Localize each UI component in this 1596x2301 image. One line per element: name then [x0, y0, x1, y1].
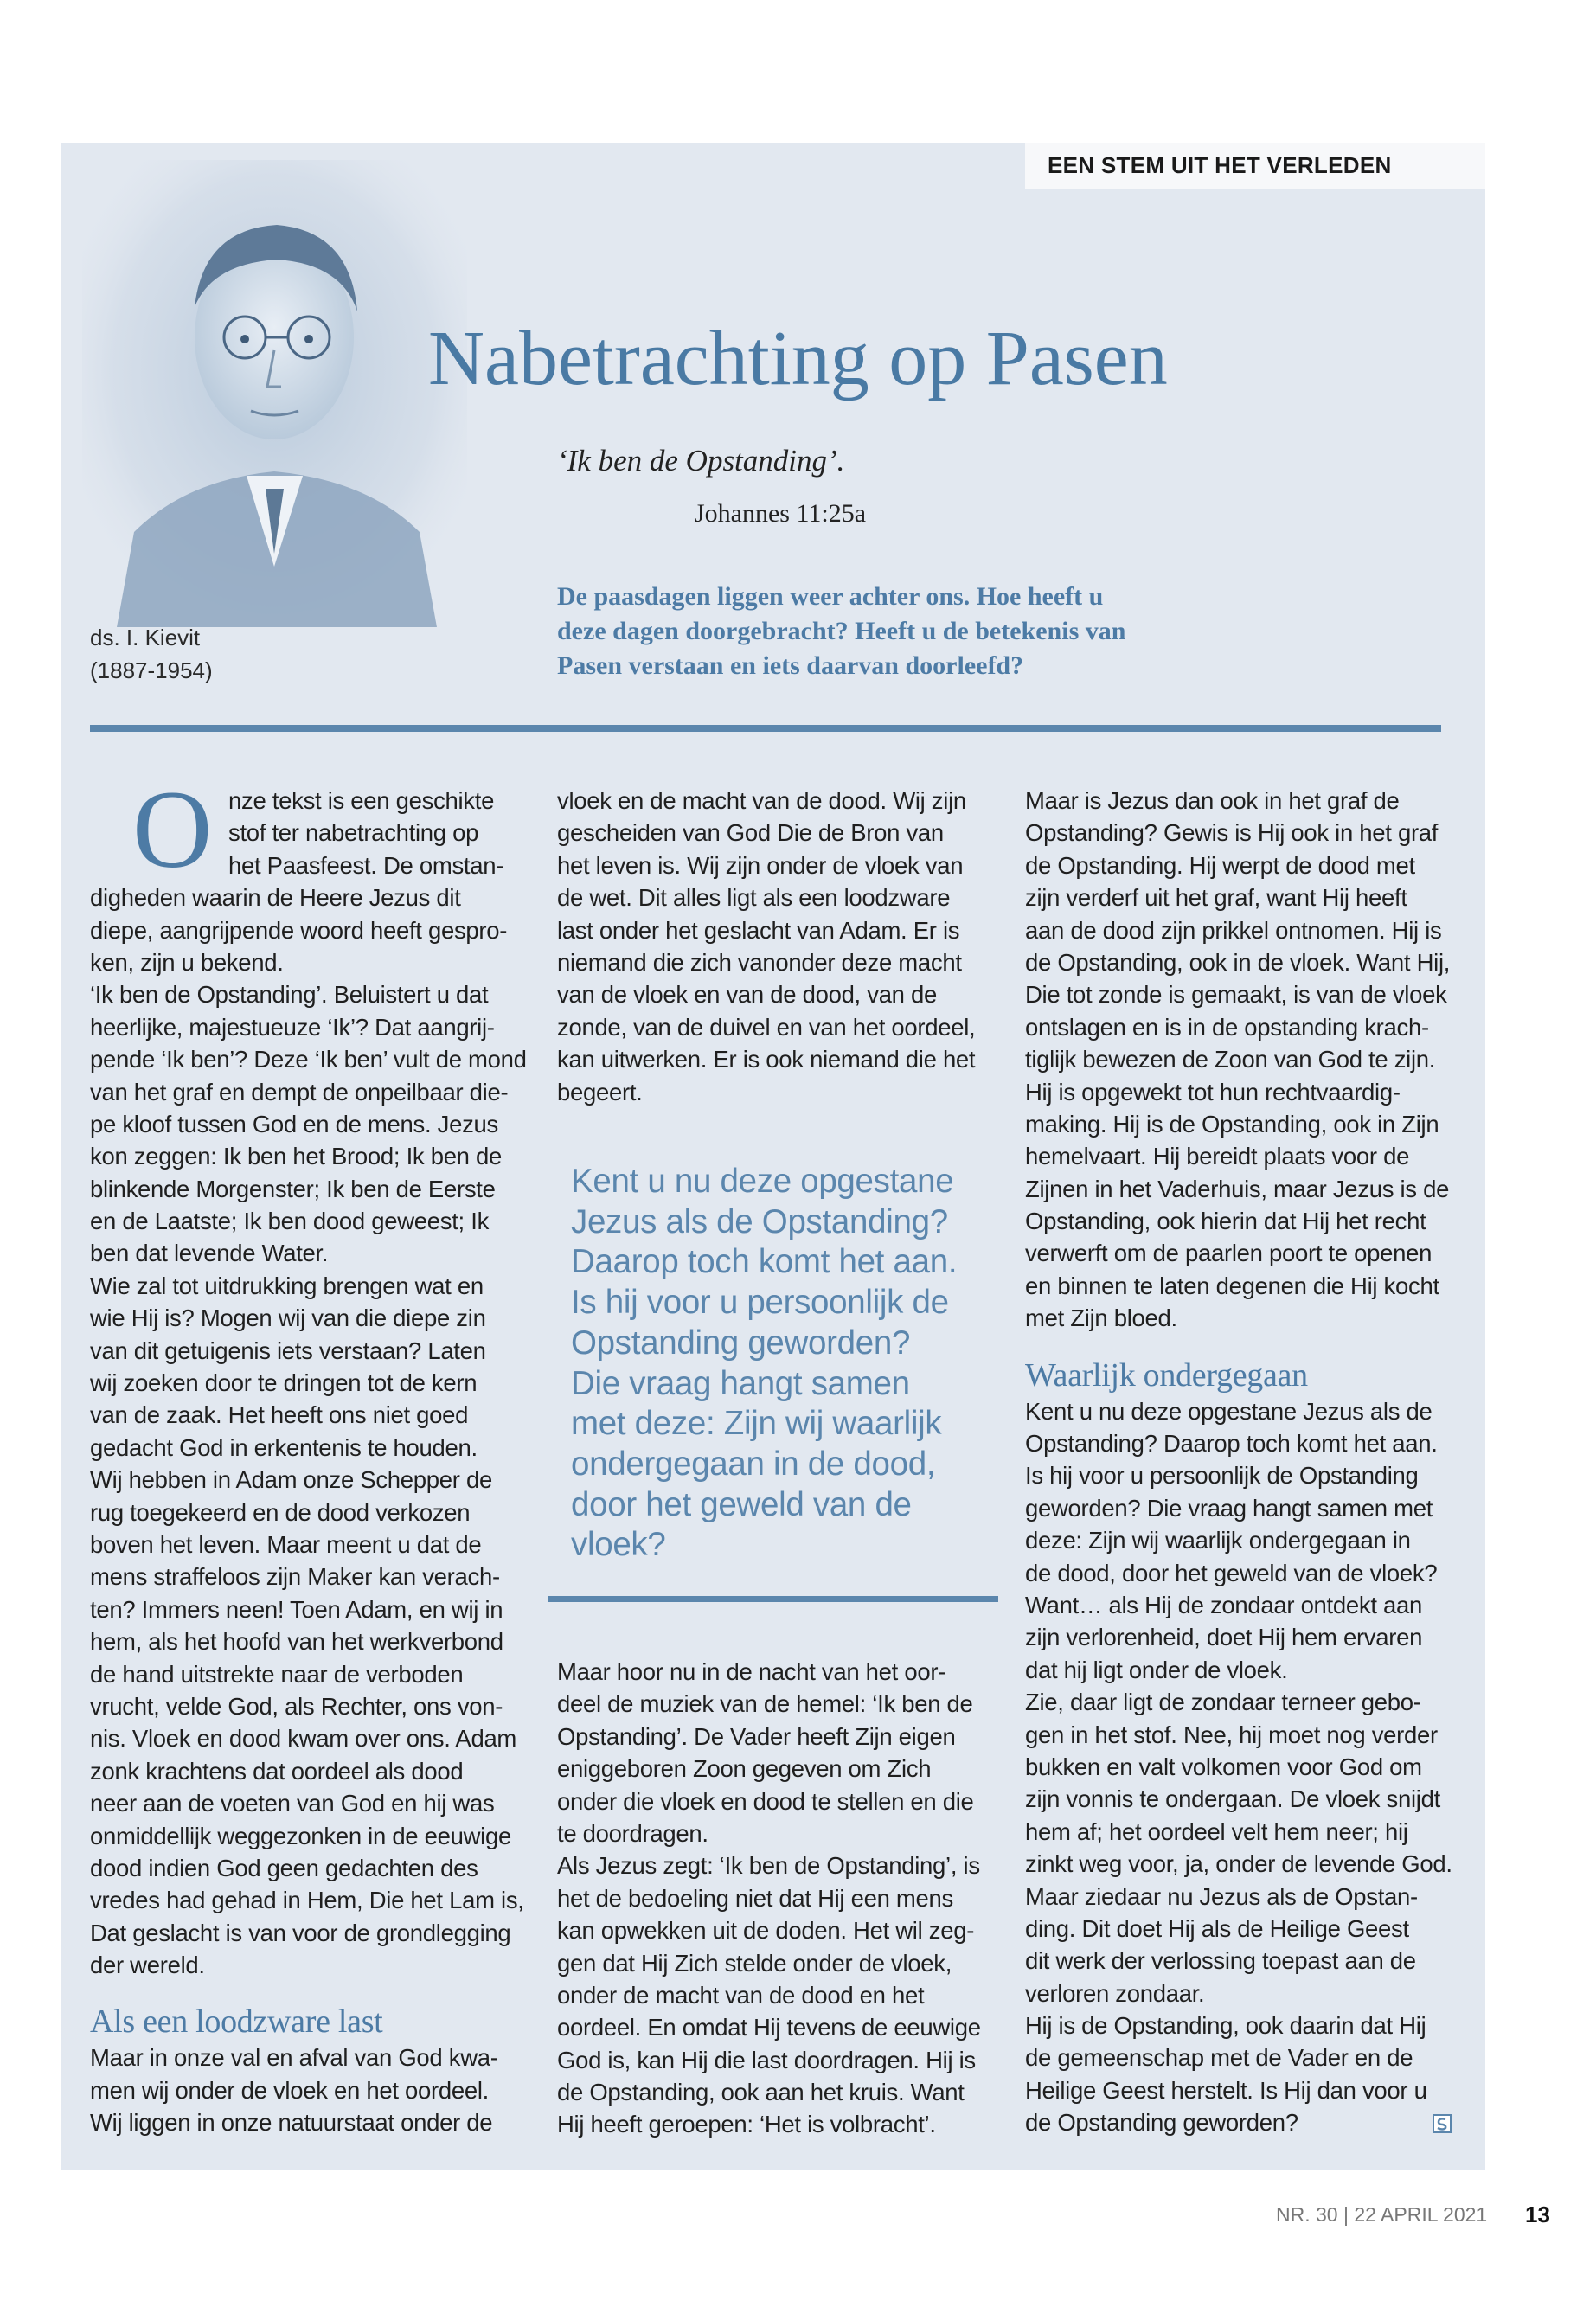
pull-quote-line: Opstanding geworden?	[571, 1324, 911, 1362]
text-line: Maar is Jezus dan ook in het graf de	[1025, 787, 1400, 814]
text-line: Maar hoor nu in de nacht van het oor-	[557, 1658, 946, 1685]
text-line: aan de dood zijn prikkel ontnomen. Hij is	[1025, 916, 1442, 944]
text-line: gedacht God in erkentenis te houden.	[90, 1433, 478, 1461]
pull-quote-line: met deze: Zijn wij waarlijk	[571, 1405, 942, 1443]
divider-rule	[90, 725, 1441, 732]
text-line: Dat geslacht is van voor de grondlegging	[90, 1919, 511, 1946]
subheading: Waarlijk ondergegaan	[1025, 1356, 1308, 1394]
intro-line: deze dagen doorgebracht? Heeft u de betekenis van	[557, 617, 1126, 645]
text-line: Maar in onze val en afval van God kwa-	[90, 2044, 498, 2072]
text-line: Opstanding? Gewis is Hij ook in het graf	[1025, 819, 1439, 847]
pull-quote-rule	[548, 1596, 998, 1602]
text-line: de gemeenschap met de Vader en de	[1025, 2044, 1413, 2072]
pull-quote-line: Is hij voor u persoonlijk de	[571, 1284, 949, 1322]
pull-quote-line: Jezus als de Opstanding?	[571, 1202, 948, 1240]
text-line: zijn verderf uit het graf, want Hij heeft	[1025, 884, 1407, 912]
text-line: ontslagen en is in de opstanding krach-	[1025, 1013, 1429, 1041]
text-line: ding. Dit doet Hij als de Heilige Geest	[1025, 1914, 1409, 1942]
text-line: de dood, door het geweld van de vloek?	[1025, 1559, 1438, 1586]
text-line: dat hij ligt onder de vloek.	[1025, 1656, 1288, 1683]
text-line: wij zoeken door te dringen tot de kern	[90, 1369, 478, 1397]
text-line: hemelvaart. Hij bereidt plaats voor de	[1025, 1143, 1410, 1170]
text-line: dit werk der verlossing toepast aan de	[1025, 1947, 1416, 1975]
text-line: Wie zal tot uitdrukking brengen wat en	[90, 1272, 484, 1299]
text-line: de hand uitstrekte naar de verboden	[90, 1660, 464, 1688]
body-text	[90, 881, 540, 1981]
text-line: zonde, van de duivel en van het oordeel,	[557, 1013, 976, 1041]
text-line: deel de muziek van de hemel: ‘Ik ben de	[557, 1690, 973, 1718]
portrait-image	[82, 160, 467, 627]
text-line: de Opstanding, ook aan het kruis. Want	[557, 2079, 965, 2106]
text-line: men wij onder de vloek en het oordeel.	[90, 2076, 489, 2104]
text-line: zijn vonnis te ondergaan. De vloek snijdt	[1025, 1785, 1440, 1813]
section-tag: EEN STEM UIT HET VERLEDEN	[1025, 143, 1485, 189]
body-text	[557, 785, 1007, 1108]
body-text	[1025, 1395, 1475, 2139]
text-column-2	[557, 785, 1007, 1108]
text-line: de Opstanding geworden?	[1025, 2109, 1298, 2137]
pull-quote-line: vloek?	[571, 1526, 666, 1564]
text-line: God is, kan Hij die last doordragen. Hij is	[557, 2046, 976, 2073]
text-line: bukken en valt volkomen voor God om	[1025, 1753, 1422, 1780]
text-line: onmiddellijk weggezonken in de eeuwige	[90, 1822, 511, 1849]
text-line: digheden waarin de Heere Jezus dit	[90, 884, 461, 912]
text-line: diepe, aangrijpende woord heeft gespro-	[90, 916, 508, 944]
text-line: pende ‘Ik ben’? Deze ‘Ik ben’ vult de mond	[90, 1046, 527, 1074]
text-line: met Zijn bloed.	[1025, 1304, 1177, 1332]
text-column-2-continued	[557, 1656, 1007, 2141]
text-line: ben dat levende Water.	[90, 1240, 329, 1267]
text-line: vloek en de macht van de dood. Wij zijn	[557, 787, 966, 814]
caption-years: (1887-1954)	[90, 657, 213, 683]
pull-quote-line: Die vraag hangt samen	[571, 1364, 910, 1402]
text-line: hem af; het oordeel velt hem neer; hij	[1025, 1817, 1408, 1845]
text-line: het Paasfeest. De omstan-	[228, 851, 504, 879]
text-line: onder die vloek en dood te stellen en die	[557, 1787, 974, 1815]
text-line: gen dat Hij Zich stelde onder de vloek,	[557, 1949, 952, 1977]
text-line: rug toegekeerd en de dood verkozen	[90, 1498, 471, 1526]
text-line: Opstanding? Daarop toch komt het aan.	[1025, 1430, 1438, 1458]
text-line: hem, als het hoofd van het werkverbond	[90, 1628, 503, 1656]
text-line: onder de macht van de dood en het	[557, 1981, 925, 2009]
text-line: Zie, daar ligt de zondaar terneer gebo-	[1025, 1689, 1421, 1716]
portrait-caption	[90, 621, 315, 687]
intro-line: Pasen verstaan en iets daarvan doorleefd?	[557, 651, 1024, 680]
subheading: Als een loodzware last	[90, 2003, 383, 2041]
pull-quote-line: Kent u nu deze opgestane	[571, 1163, 954, 1200]
text-line: de wet. Dit alles ligt als een loodzware	[557, 884, 951, 912]
intro-line: De paasdagen liggen weer achter ons. Hoe heeft u	[557, 582, 1104, 611]
text-column-3	[1025, 785, 1475, 2139]
text-line: kan opwekken uit de doden. Het wil zeg-	[557, 1917, 975, 1945]
text-line: Kent u nu deze opgestane Jezus als de	[1025, 1397, 1433, 1425]
verse-reference: Johannes 11:25a	[695, 499, 867, 528]
text-line: gen in het stof. Nee, hij moet nog verder	[1025, 1721, 1438, 1748]
text-line: wie Hij is? Mogen wij van die diepe zin	[90, 1304, 486, 1332]
text-line: Is hij voor u persoonlijk de Opstanding	[1025, 1462, 1419, 1490]
text-line: ‘Ik ben de Opstanding’. Beluistert u dat	[90, 981, 489, 1009]
text-line: Opstanding’. De Vader heeft Zijn eigen	[557, 1722, 956, 1750]
text-line: oordeel. En omdat Hij tevens de eeuwige	[557, 2014, 981, 2041]
end-mark-icon	[1432, 2113, 1452, 2134]
text-line: Hij is de Opstanding, ook daarin dat Hij	[1025, 2012, 1426, 2040]
caption-name: ds. I. Kievit	[90, 625, 201, 651]
text-line: Wij hebben in Adam onze Schepper de	[90, 1466, 492, 1494]
text-line: blinkende Morgenster; Ik ben de Eerste	[90, 1175, 496, 1202]
text-line: neer aan de voeten van God en hij was	[90, 1790, 495, 1817]
text-line: making. Hij is de Opstanding, ook in Zijn	[1025, 1110, 1439, 1138]
pull-quote-line: Daarop toch komt het aan.	[571, 1243, 958, 1281]
text-line: geworden? Die vraag hangt samen met	[1025, 1494, 1433, 1522]
text-line: zinkt weg voor, ja, onder de levende God.	[1025, 1850, 1452, 1878]
text-line: stof ter nabetrachting op	[228, 819, 479, 847]
text-line: Hij heeft geroepen: ‘Het is volbracht’.	[557, 2111, 936, 2138]
text-line: kon zeggen: Ik ben het Brood; Ik ben de	[90, 1143, 503, 1170]
text-line: eniggeboren Zoon gegeven om Zich	[557, 1755, 932, 1783]
text-line: kan uitwerken. Er is ook niemand die het	[557, 1046, 976, 1074]
dropcap-block	[90, 768, 540, 891]
text-line: Want… als Hij de zondaar ontdekt aan	[1025, 1591, 1422, 1618]
text-line: en binnen te laten degenen die Hij kocht	[1025, 1272, 1439, 1299]
text-line: verwerft om de paarlen poort te openen	[1025, 1240, 1433, 1267]
issue-info: NR. 30 | 22 APRIL 2021	[1276, 2203, 1488, 2226]
text-line: nis. Vloek en dood kwam over ons. Adam	[90, 1725, 517, 1753]
text-line: te doordragen.	[557, 1819, 708, 1847]
text-line: nze tekst is een geschikte	[228, 787, 495, 814]
pull-quote-line: ondergegaan in de dood,	[571, 1445, 936, 1483]
text-line: Opstanding, ook hierin dat Hij het recht	[1025, 1208, 1426, 1235]
dropcap-letter: O	[132, 768, 213, 891]
body-text	[1025, 785, 1475, 1335]
text-line: van dit getuigenis iets verstaan? Laten	[90, 1336, 486, 1364]
text-line: niemand die zich vanonder deze macht	[557, 948, 962, 976]
text-line: het leven is. Wij zijn onder de vloek van	[557, 851, 964, 879]
text-line: Hij is opgewekt tot hun rechtvaardig-	[1025, 1078, 1401, 1106]
text-line: tiglijk bewezen de Zoon van God te zijn.	[1025, 1046, 1436, 1074]
verse-quote: ‘Ik ben de Opstanding’.	[557, 444, 845, 478]
text-line: zijn verlorenheid, doet Hij hem ervaren	[1025, 1624, 1423, 1651]
text-line: pe kloof tussen God en de mens. Jezus	[90, 1110, 498, 1138]
article-title: Nabetrachting op Pasen	[428, 316, 1168, 401]
text-line: zonk krachtens dat oordeel als dood	[90, 1757, 464, 1785]
text-line: vredes had gehad in Hem, Die het Lam is,	[90, 1887, 524, 1914]
text-line: ten? Immers neen! Toen Adam, en wij in	[90, 1595, 503, 1623]
text-line: de Opstanding, ook in de vloek. Want Hij,	[1025, 948, 1451, 976]
text-line: van de vloek en van de dood, van de	[557, 981, 938, 1009]
text-line: Zijnen in het Vaderhuis, maar Jezus is de	[1025, 1175, 1450, 1202]
text-line: Die tot zonde is gemaakt, is van de vloek	[1025, 981, 1447, 1009]
page-number: 13	[1525, 2202, 1550, 2227]
text-line: dood indien God geen gedachten des	[90, 1854, 478, 1881]
text-line: de Opstanding. Hij werpt de dood met	[1025, 851, 1415, 879]
text-line: mens straffeloos zijn Maker kan verach-	[90, 1563, 500, 1591]
text-line: van de zaak. Het heeft ons niet goed	[90, 1401, 469, 1429]
text-line: en de Laatste; Ik ben dood geweest; Ik	[90, 1208, 490, 1235]
body-text	[90, 2041, 540, 2138]
text-line: Heilige Geest herstelt. Is Hij dan voor u	[1025, 2076, 1427, 2104]
text-line: ken, zijn u bekend.	[90, 948, 284, 976]
text-line: begeert.	[557, 1078, 643, 1106]
text-line: vrucht, velde God, als Rechter, ons von-	[90, 1692, 503, 1720]
pull-quote	[571, 1162, 1003, 1566]
text-line: van het graf en dempt de onpeilbaar die-	[90, 1078, 509, 1106]
text-line: last onder het geslacht van Adam. Er is	[557, 916, 960, 944]
body-text	[557, 1656, 1007, 2141]
pull-quote-line: door het geweld van de	[571, 1485, 912, 1523]
text-line: heerlijke, majestueuze ‘Ik’? Dat aangrij-	[90, 1013, 495, 1041]
text-line: boven het leven. Maar meent u dat de	[90, 1530, 482, 1558]
text-line: Maar ziedaar nu Jezus als de Opstan-	[1025, 1882, 1418, 1910]
article-intro	[557, 580, 1284, 683]
text-line: Wij liggen in onze natuurstaat onder de	[90, 2109, 493, 2137]
text-line: het de bedoeling niet dat Hij een mens	[557, 1884, 953, 1912]
text-line: verloren zondaar.	[1025, 1979, 1205, 2007]
text-line: deze: Zijn wij waarlijk ondergegaan in	[1025, 1527, 1411, 1554]
text-line: Als Jezus zegt: ‘Ik ben de Opstanding’, is	[557, 1852, 980, 1880]
text-column-1	[90, 768, 540, 2139]
text-line: gescheiden van God Die de Bron van	[557, 819, 944, 847]
text-line: der wereld.	[90, 1952, 205, 1979]
